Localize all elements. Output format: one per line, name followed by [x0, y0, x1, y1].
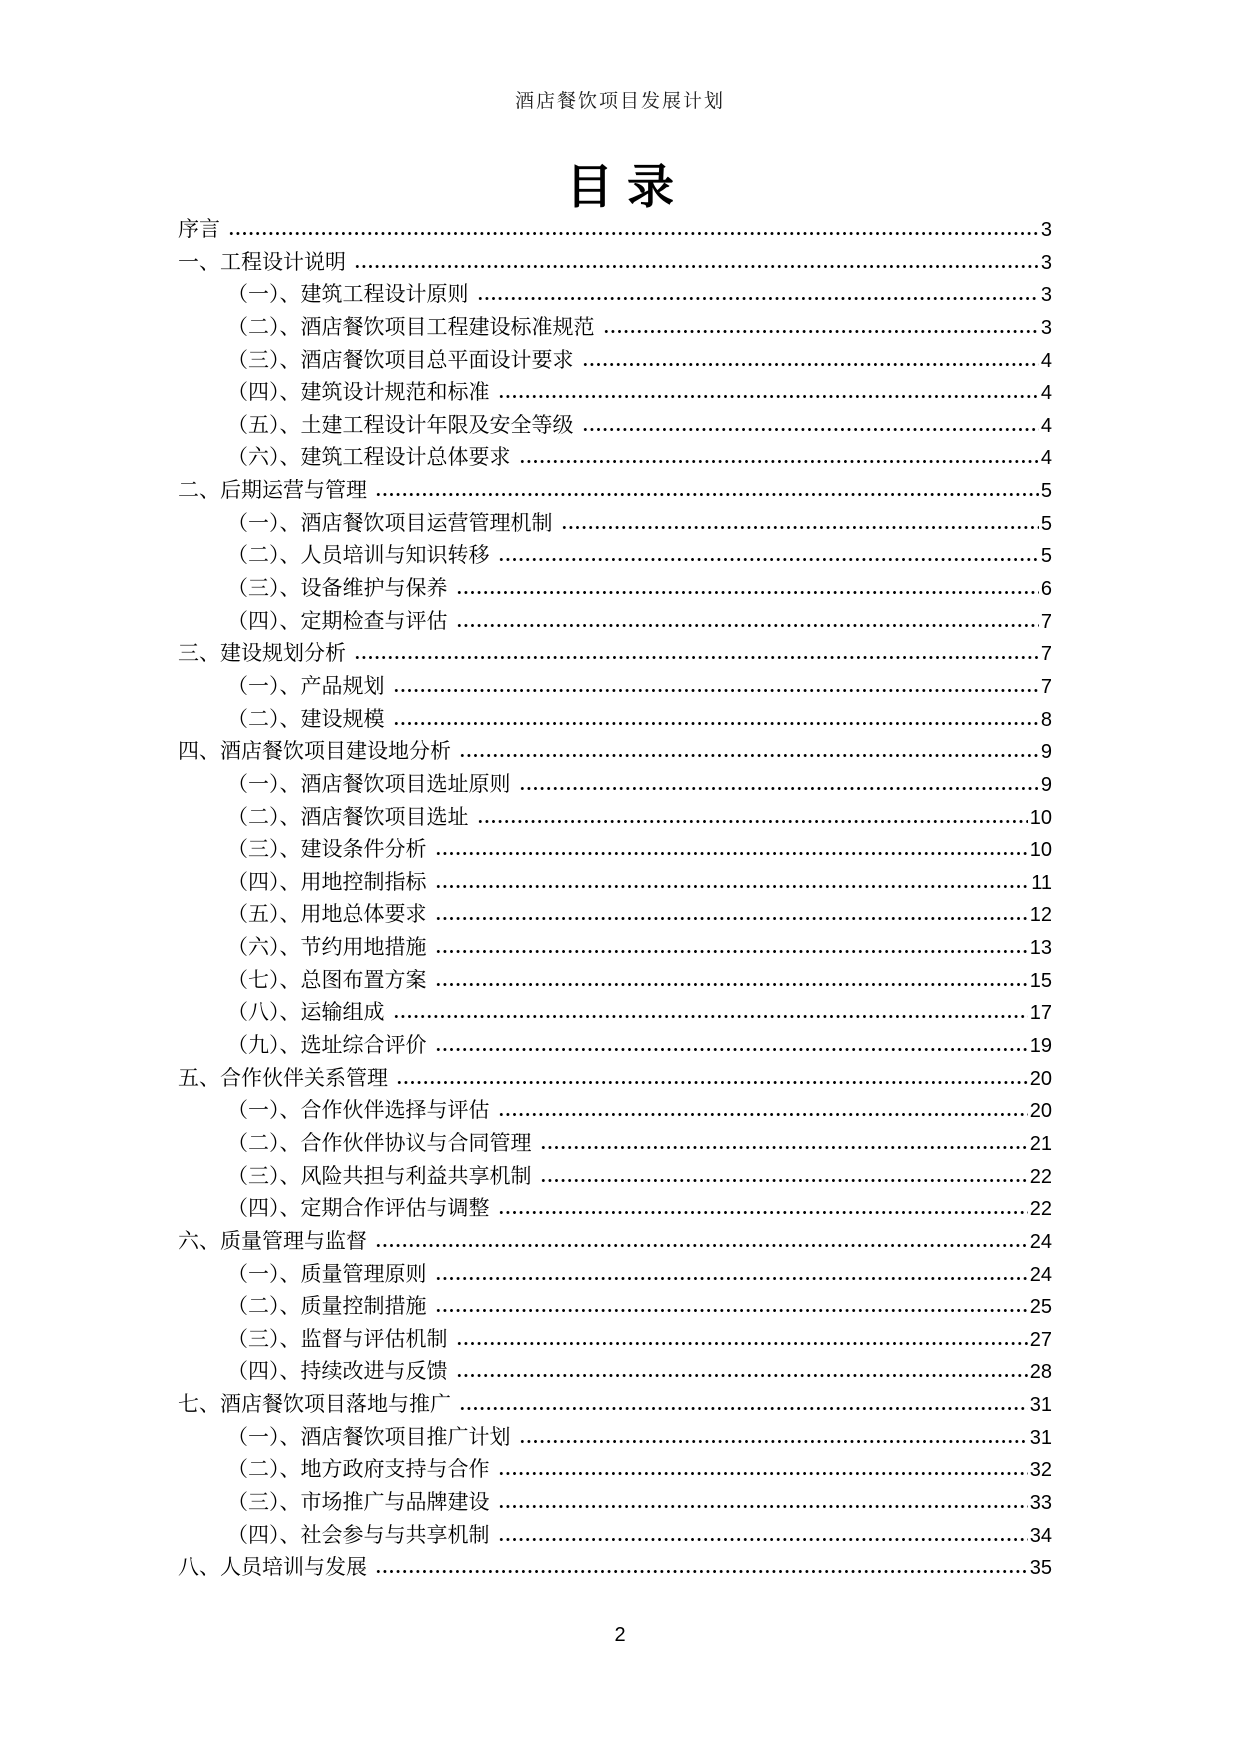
toc-entry-label: （三）、监督与评估机制 — [227, 1326, 448, 1351]
toc-entry-label: （三）、建设条件分析 — [227, 837, 427, 862]
toc-entry-label: （二）、酒店餐饮项目选址 — [227, 804, 469, 829]
toc-entry[interactable] — [178, 1258, 1052, 1291]
page-number: 2 — [614, 1624, 626, 1646]
leader-dots — [540, 1166, 1028, 1183]
leader-dots — [498, 1100, 1028, 1117]
leader-dots — [582, 350, 1039, 367]
toc-entry-page-number: 24 — [1029, 1263, 1052, 1286]
toc-entry-page-number: 7 — [1040, 643, 1052, 666]
toc-entry-label: （三）、风险共担与利益共享机制 — [227, 1163, 532, 1188]
toc-entry-label: （一）、产品规划 — [227, 673, 385, 698]
toc-entry-page-number: 27 — [1029, 1328, 1052, 1351]
leader-dots — [435, 872, 1030, 889]
toc-entry[interactable] — [178, 670, 1052, 703]
leader-dots — [498, 545, 1039, 562]
toc-entry-page-number: 20 — [1029, 1067, 1052, 1090]
leader-dots — [498, 1198, 1028, 1215]
toc-entry-label: 六、质量管理与监督 — [178, 1228, 367, 1253]
toc-entry-label: （八）、运输组成 — [227, 1000, 385, 1025]
leader-dots — [519, 447, 1039, 464]
toc-entry[interactable] — [178, 735, 1052, 768]
toc-entry-page-number: 3 — [1040, 316, 1052, 339]
toc-entry[interactable] — [178, 605, 1052, 638]
leader-dots — [498, 1492, 1028, 1509]
toc-entry-label: （五）、用地总体要求 — [227, 902, 427, 927]
toc-entry-page-number: 22 — [1029, 1165, 1052, 1188]
toc-entry[interactable] — [178, 1225, 1052, 1258]
toc-entry-label: （一）、酒店餐饮项目选址原则 — [227, 771, 511, 796]
leader-dots — [561, 513, 1039, 530]
toc-entry[interactable] — [178, 931, 1052, 964]
toc-entry[interactable] — [178, 507, 1052, 540]
leader-dots — [435, 937, 1028, 954]
toc-entry-label: （一）、合作伙伴选择与评估 — [227, 1098, 490, 1123]
toc-entry[interactable] — [178, 409, 1052, 442]
toc-entry-page-number: 5 — [1040, 512, 1052, 535]
toc-entry-label: 四、酒店餐饮项目建设地分析 — [178, 739, 451, 764]
leader-dots — [603, 317, 1039, 334]
toc-entry-page-number: 6 — [1040, 578, 1052, 601]
toc-entry-page-number: 11 — [1031, 871, 1052, 894]
leader-dots — [456, 1361, 1028, 1378]
leader-dots — [498, 382, 1039, 399]
toc-entry-label: （四）、社会参与与共享机制 — [227, 1522, 490, 1547]
toc-entry[interactable] — [178, 996, 1052, 1029]
toc-entry-page-number: 7 — [1040, 610, 1052, 633]
leader-dots — [459, 741, 1039, 758]
toc-entry[interactable] — [178, 801, 1052, 834]
toc-entry-page-number: 17 — [1029, 1002, 1052, 1025]
leader-dots — [396, 1068, 1028, 1085]
toc-entry-label: （三）、酒店餐饮项目总平面设计要求 — [227, 347, 574, 372]
toc-entry-label: （六）、节约用地措施 — [227, 935, 427, 960]
toc-entry[interactable] — [178, 344, 1052, 377]
toc-entry-label: 一、工程设计说明 — [178, 249, 346, 274]
toc-entry-label: （四）、定期合作评估与调整 — [227, 1196, 490, 1221]
toc-entry[interactable] — [178, 213, 1052, 246]
toc-entry-label: （四）、用地控制指标 — [227, 869, 427, 894]
toc-entry[interactable] — [178, 474, 1052, 507]
toc-entry-page-number: 31 — [1029, 1394, 1052, 1417]
toc-entry-page-number: 4 — [1040, 349, 1052, 372]
leader-dots — [375, 1557, 1028, 1574]
toc-entry-page-number: 8 — [1040, 708, 1052, 731]
leader-dots — [228, 219, 1039, 236]
toc-entry[interactable] — [178, 1062, 1052, 1095]
toc-entry[interactable] — [178, 637, 1052, 670]
toc-entry-label: （七）、总图布置方案 — [227, 967, 427, 992]
leader-dots — [540, 1133, 1028, 1150]
toc-entry[interactable] — [178, 1160, 1052, 1193]
toc-entry-label: （三）、设备维护与保养 — [227, 576, 448, 601]
toc-entry-page-number: 10 — [1029, 839, 1052, 862]
toc-entry-page-number: 10 — [1029, 806, 1052, 829]
toc-entry-label: （二）、质量控制措施 — [227, 1294, 427, 1319]
leader-dots — [519, 774, 1039, 791]
leader-dots — [435, 904, 1028, 921]
toc-entry[interactable] — [178, 1486, 1052, 1519]
leader-dots — [354, 643, 1039, 660]
leader-dots — [456, 578, 1039, 595]
toc-entry-label: （四）、定期检查与评估 — [227, 608, 448, 633]
toc-entry-label: （一）、建筑工程设计原则 — [227, 282, 469, 307]
toc-entry-page-number: 9 — [1040, 741, 1052, 764]
leader-dots — [477, 284, 1039, 301]
leader-dots — [435, 1264, 1028, 1281]
toc-list — [178, 213, 1052, 1584]
toc-entry[interactable] — [178, 1323, 1052, 1356]
toc-entry[interactable] — [178, 1094, 1052, 1127]
toc-entry-page-number: 34 — [1029, 1524, 1052, 1547]
toc-entry-page-number: 4 — [1040, 447, 1052, 470]
leader-dots — [456, 1329, 1028, 1346]
toc-entry[interactable] — [178, 1192, 1052, 1225]
toc-entry[interactable] — [178, 1551, 1052, 1584]
leader-dots — [456, 611, 1039, 628]
leader-dots — [477, 807, 1028, 824]
toc-entry-page-number: 22 — [1029, 1198, 1052, 1221]
toc-entry-label: （一）、酒店餐饮项目推广计划 — [227, 1424, 511, 1449]
toc-entry[interactable] — [178, 898, 1052, 931]
toc-entry[interactable] — [178, 1421, 1052, 1454]
toc-entry-label: （二）、建设规模 — [227, 706, 385, 731]
leader-dots — [375, 480, 1039, 497]
leader-dots — [393, 676, 1039, 693]
toc-entry-label: （一）、质量管理原则 — [227, 1261, 427, 1286]
toc-entry-label: （二）、地方政府支持与合作 — [227, 1457, 490, 1482]
toc-entry-page-number: 35 — [1029, 1557, 1052, 1580]
toc-title: 目录 — [566, 162, 688, 214]
toc-entry-page-number: 4 — [1040, 414, 1052, 437]
toc-entry[interactable] — [178, 311, 1052, 344]
leader-dots — [435, 839, 1028, 856]
toc-entry-label: （五）、土建工程设计年限及安全等级 — [227, 412, 574, 437]
toc-entry-page-number: 5 — [1040, 480, 1052, 503]
toc-entry-page-number: 12 — [1029, 904, 1052, 927]
leader-dots — [435, 1035, 1028, 1052]
leader-dots — [435, 970, 1028, 987]
toc-entry[interactable] — [178, 246, 1052, 279]
toc-entry[interactable] — [178, 703, 1052, 736]
toc-entry[interactable] — [178, 1355, 1052, 1388]
toc-entry-label: （二）、合作伙伴协议与合同管理 — [227, 1130, 532, 1155]
leader-dots — [435, 1296, 1028, 1313]
toc-entry-page-number: 13 — [1029, 937, 1052, 960]
leader-dots — [498, 1459, 1028, 1476]
toc-entry-page-number: 7 — [1040, 675, 1052, 698]
toc-entry-page-number: 31 — [1029, 1426, 1052, 1449]
leader-dots — [375, 1231, 1028, 1248]
toc-entry-page-number: 28 — [1029, 1361, 1052, 1384]
toc-entry-page-number: 3 — [1040, 219, 1052, 241]
toc-entry[interactable] — [178, 866, 1052, 899]
toc-entry-page-number: 5 — [1040, 545, 1052, 568]
toc-entry-page-number: 15 — [1029, 969, 1052, 992]
leader-dots — [393, 709, 1039, 726]
toc-entry-page-number: 9 — [1040, 773, 1052, 796]
toc-entry-page-number: 20 — [1029, 1100, 1052, 1123]
toc-entry-label: （二）、酒店餐饮项目工程建设标准规范 — [227, 314, 595, 339]
toc-entry-page-number: 21 — [1029, 1132, 1052, 1155]
toc-entry[interactable] — [178, 1127, 1052, 1160]
leader-dots — [498, 1525, 1028, 1542]
toc-entry-page-number: 3 — [1040, 284, 1052, 307]
toc-entry-label: （二）、人员培训与知识转移 — [227, 543, 490, 568]
toc-entry[interactable] — [178, 539, 1052, 572]
leader-dots — [459, 1394, 1028, 1411]
toc-entry[interactable] — [178, 441, 1052, 474]
toc-entry[interactable] — [178, 833, 1052, 866]
toc-entry-label: （四）、持续改进与反馈 — [227, 1359, 448, 1384]
toc-entry-label: （九）、选址综合评价 — [227, 1033, 427, 1058]
toc-entry[interactable] — [178, 768, 1052, 801]
toc-entry-page-number: 25 — [1029, 1296, 1052, 1319]
toc-entry-page-number: 32 — [1029, 1459, 1052, 1482]
leader-dots — [519, 1427, 1028, 1444]
leader-dots — [393, 1002, 1028, 1019]
toc-entry-page-number: 33 — [1029, 1491, 1052, 1514]
toc-entry[interactable] — [178, 1290, 1052, 1323]
toc-entry[interactable] — [178, 572, 1052, 605]
toc-entry[interactable] — [178, 278, 1052, 311]
toc-entry-label: （四）、建筑设计规范和标准 — [227, 380, 490, 405]
toc-entry-label: 三、建设规划分析 — [178, 641, 346, 666]
toc-entry[interactable] — [178, 1519, 1052, 1552]
toc-entry-label: （六）、建筑工程设计总体要求 — [227, 445, 511, 470]
toc-entry-label: 二、后期运营与管理 — [178, 478, 367, 503]
toc-entry-page-number: 19 — [1029, 1035, 1052, 1058]
toc-entry-page-number: 3 — [1040, 251, 1052, 274]
toc-entry[interactable] — [178, 1029, 1052, 1062]
toc-entry-label: 八、人员培训与发展 — [178, 1555, 367, 1580]
toc-entry[interactable] — [178, 1453, 1052, 1486]
leader-dots — [354, 252, 1039, 269]
leader-dots — [582, 415, 1039, 432]
toc-entry-label: （一）、酒店餐饮项目运营管理机制 — [227, 510, 553, 535]
toc-entry-page-number: 24 — [1029, 1230, 1052, 1253]
toc-entry-page-number: 4 — [1040, 382, 1052, 405]
toc-entry[interactable] — [178, 1388, 1052, 1421]
toc-entry-label: 五、合作伙伴关系管理 — [178, 1065, 388, 1090]
toc-entry-label: 序言 — [178, 217, 220, 241]
toc-entry-label: 七、酒店餐饮项目落地与推广 — [178, 1392, 451, 1417]
document-header-title: 酒店餐饮项目发展计划 — [514, 91, 725, 112]
toc-entry-label: （三）、市场推广与品牌建设 — [227, 1489, 490, 1514]
toc-entry[interactable] — [178, 376, 1052, 409]
toc-entry[interactable] — [178, 964, 1052, 997]
